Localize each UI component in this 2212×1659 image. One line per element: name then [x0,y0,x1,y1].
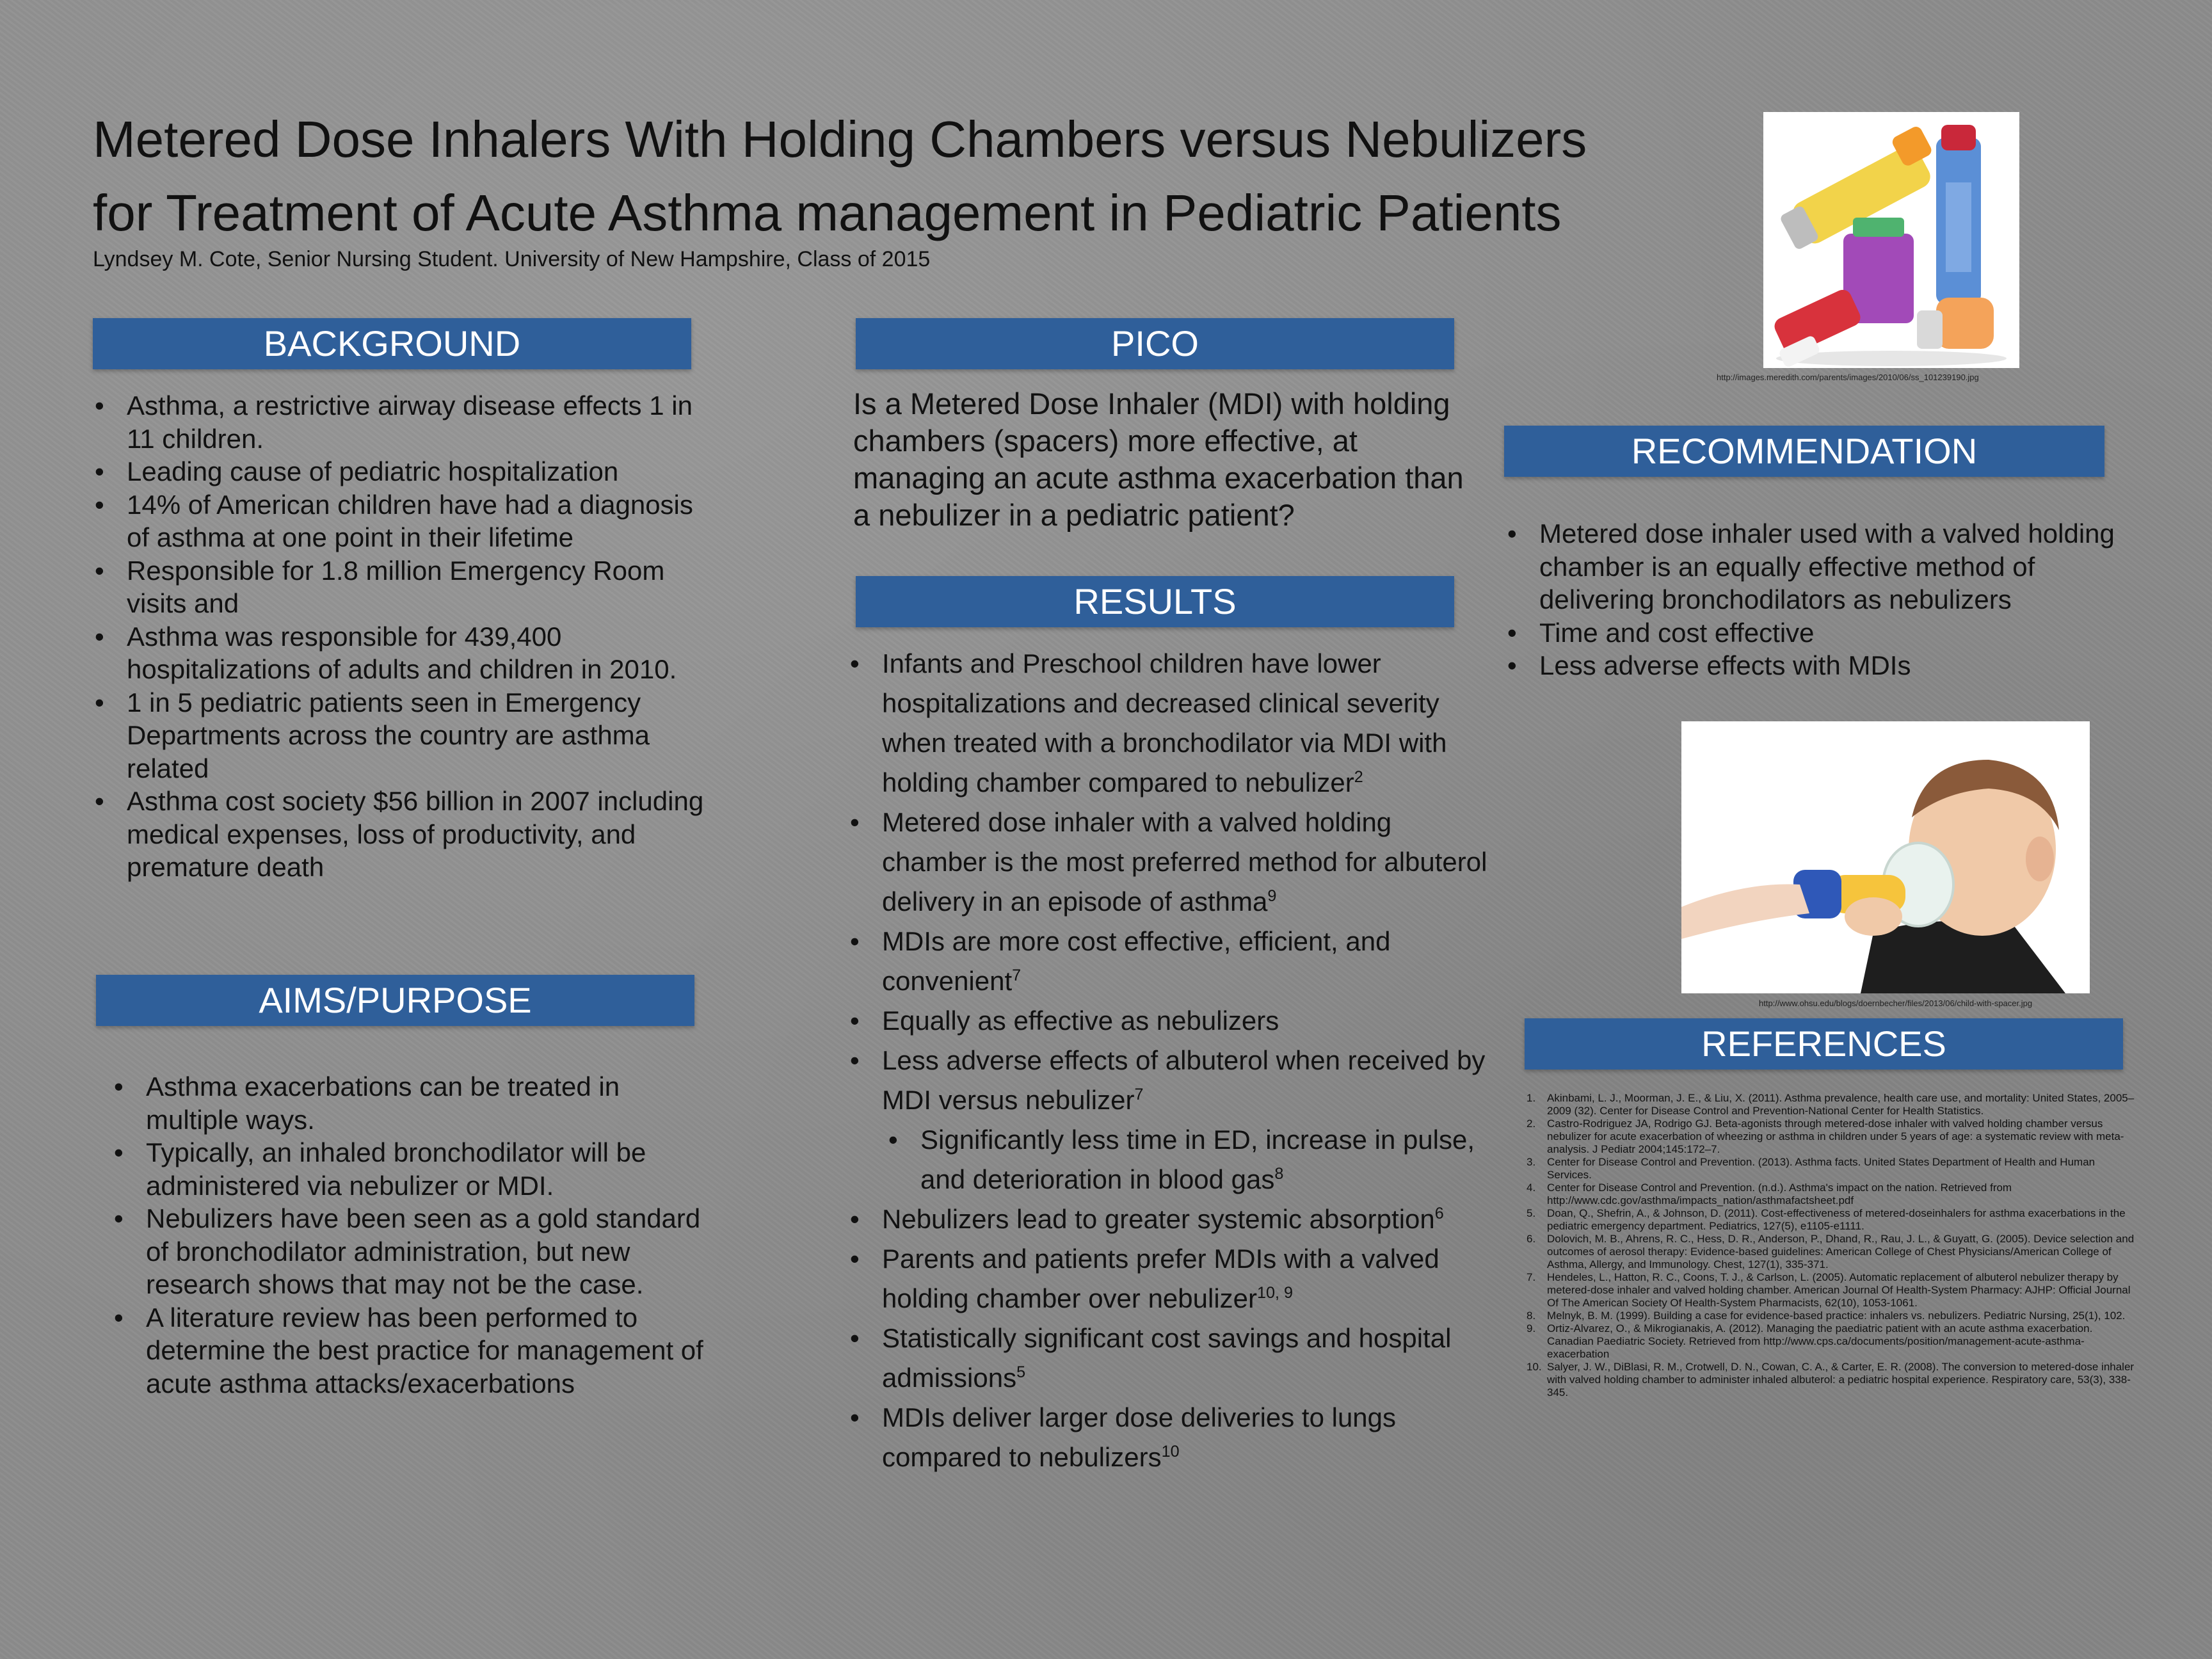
list-item: • Metered dose inhaler with a valved holding chamber is the most preferred method for albuterol delivery in an episode of asthma$^9$ [850,803,1490,922]
reference-item: 10. Salyer, J. W., DiBlasi, R. M., Crotwell, D. N., Cowan, C. A., & Carter, E. R. (2008). The conversion to metered-dose inhaler with valved holding chamber to administer inhaled albuterol: a pediatric hospital experience. Respiratory care, 53(3), 338-345. [1527,1361,2135,1399]
aims-list [114,1070,709,1400]
list-item: • Leading cause of pediatric hospitalization [95,455,709,488]
inhalers-illustration [1763,112,2019,368]
background-header: BACKGROUND [93,318,691,369]
inhalers-image [1763,112,2019,368]
recommendation-list [1507,517,2135,682]
recommendation-header: RECOMMENDATION [1504,426,2104,477]
results-header: RESULTS [856,576,1454,627]
list-item: • Infants and Preschool children have lower hospitalizations and decreased clinical severity when treated with a bronchodilator via MDI with holding chamber compared to nebulizer$^2$ [850,644,1490,803]
list-item: • Less adverse effects with MDIs [1507,649,2135,682]
list-item: • Nebulizers lead to greater systemic absorption$^6$ [850,1199,1490,1239]
reference-item: 9. Ortiz-Alvarez, O., & Mikrogianakis, A. (2012). Managing the paediatric patient with an acute asthma exacerbation. Canadian Paediatric Society. Retrieved from http://www.cps.ca/documents/position/management-acute-asthma-exacerbation [1527,1322,2093,1360]
references-list [1527,1092,2138,1399]
list-item: • MDIs deliver larger dose deliveries to lungs compared to nebulizers$^{10}$ [850,1398,1490,1477]
inhalers-image-caption: http://images.meredith.com/parents/images/2010/06/ss_101239190.jpg [1717,373,1979,382]
references-header: REFERENCES [1525,1018,2123,1070]
list-item: • Asthma cost society $56 billion in 2007 including medical expenses, loss of productivity, and premature death [95,785,709,884]
reference-item: 1. Akinbami, L. J., Moorman, J. E., & Liu, X. (2011). Asthma prevalence, health care use, and mortality: United States, 2005–2009 (32). Center for Disease Control and Prevention-National Center for Health Statistics. [1527,1092,2135,1117]
title-line-2: for Treatment of Acute Asthma management in Pediatric Patients [93,184,1562,241]
child-with-spacer-image [1681,721,2090,993]
reference-item: 8. Melnyk, B. M. (1999). Building a case for evidence-based practice: inhalers vs. nebulizers. Pediatric Nursing, 25(1), 102. [1527,1310,2126,1322]
title-line-1: Metered Dose Inhalers With Holding Chambers versus Nebulizers [93,111,1587,168]
reference-item: 7. Hendeles, L., Hatton, R. C., Coons, T. J., & Carlson, L. (2005). Automatic replacement of albuterol nebulizer therapy by metered-dose inhaler and valved holding chamber. American Journal Of Health-System Pharmacy: AJHP: Official Journal Of The American Society Of Health-System Pharmacists, 62(10), 1053-1061. [1527,1271,2131,1309]
list-item: • Responsible for 1.8 million Emergency Room visits and [95,554,709,620]
list-item: • Time and cost effective [1507,616,2135,650]
list-item: • Equally as effective as nebulizers [850,1001,1490,1041]
poster-title [93,102,1706,250]
list-item: • 14% of American children have had a diagnosis of asthma at one point in their lifetime [95,488,709,554]
list-item: • MDIs are more cost effective, efficient, and convenient$^7$ [850,922,1490,1001]
list-item: • Asthma was responsible for 439,400 hospitalizations of adults and children in 2010. [95,620,709,686]
child-spacer-illustration [1681,721,2090,993]
background-list [95,389,709,884]
list-item: • Asthma, a restrictive airway disease effects 1 in 11 children. [95,389,709,455]
list-item: • A literature review has been performed to determine the best practice for management of acute asthma attacks/exacerbations [114,1301,709,1400]
reference-item: 3. Center for Disease Control and Prevention. (2013). Asthma facts. United States Department of Health and Human Services. [1527,1156,2096,1181]
author-line: Lyndsey M. Cote, Senior Nursing Student. University of New Hampshire, Class of 2015 [93,247,931,271]
reference-item: 5. Doan, Q., Shefrin, A., & Johnson, D. (2011). Cost-effectiveness of metered-doseinhalers for asthma exacerbations in the pediatric emergency department. Pediatrics, 127(5), e1105-e1111. [1527,1207,2126,1232]
list-item: • Parents and patients prefer MDIs with a valved holding chamber over nebulizer$^{10, 9}$ [850,1239,1490,1318]
aims-header: AIMS/PURPOSE [96,975,694,1026]
list-item: • Metered dose inhaler used with a valved holding chamber is an equally effective method of delivering bronchodilators as nebulizers [1507,517,2135,616]
list-item: • Statistically significant cost savings and hospital admissions$^5$ [850,1318,1490,1398]
child-image-caption: http://www.ohsu.edu/blogs/doernbecher/files/2013/06/child-with-spacer.jpg [1759,998,2033,1008]
pico-question: Is a Metered Dose Inhaler (MDI) with holding chambers (spacers) more effective, at managing an acute asthma exacerbation than a nebulizer in a pediatric patient? [853,387,1464,532]
list-item: • Nebulizers have been seen as a gold standard of bronchodilator administration, but new research shows that may not be the case. [114,1202,709,1301]
list-item: • Less adverse effects of albuterol when received by MDI versus nebulizer$^7$ [850,1041,1490,1120]
pico-header: PICO [856,318,1454,369]
list-sub-item: • Significantly less time in ED, increase in pulse, and deterioration in blood gas$^8$ [850,1120,1490,1199]
reference-item: 4. Center for Disease Control and Prevention. (n.d.). Asthma's impact on the nation. Retrieved from http://www.cdc.gov/asthma/impacts_nation/asthmafactsheet.pdf [1527,1182,2012,1206]
list-item: • Typically, an inhaled bronchodilator will be administered via nebulizer or MDI. [114,1136,709,1202]
reference-item: 2. Castro-Rodriguez JA, Rodrigo GJ. Beta-agonists through metered-dose inhaler with valved holding chamber versus nebulizer for acute exacerbation of wheezing or asthma in children under 5 years of age: a systematic review with meta-analysis. J Pediatr 2004;145:172–7. [1527,1118,2124,1155]
reference-item: 6. Dolovich, M. B., Ahrens, R. C., Hess, D. R., Anderson, P., Dhand, R., Rau, J. L., & Guyatt, G. (2005). Device selection and outcomes of aerosol therapy: Evidence-based guidelines: American College of Chest Physicians/American College of Asthma, Allergy, and Immunology. Chest, 127(1), 335-371. [1527,1233,2135,1270]
list-item: • Asthma exacerbations can be treated in multiple ways. [114,1070,709,1136]
list-item: • 1 in 5 pediatric patients seen in Emergency Departments across the country are asthma related [95,686,709,785]
results-list [850,644,1490,1477]
